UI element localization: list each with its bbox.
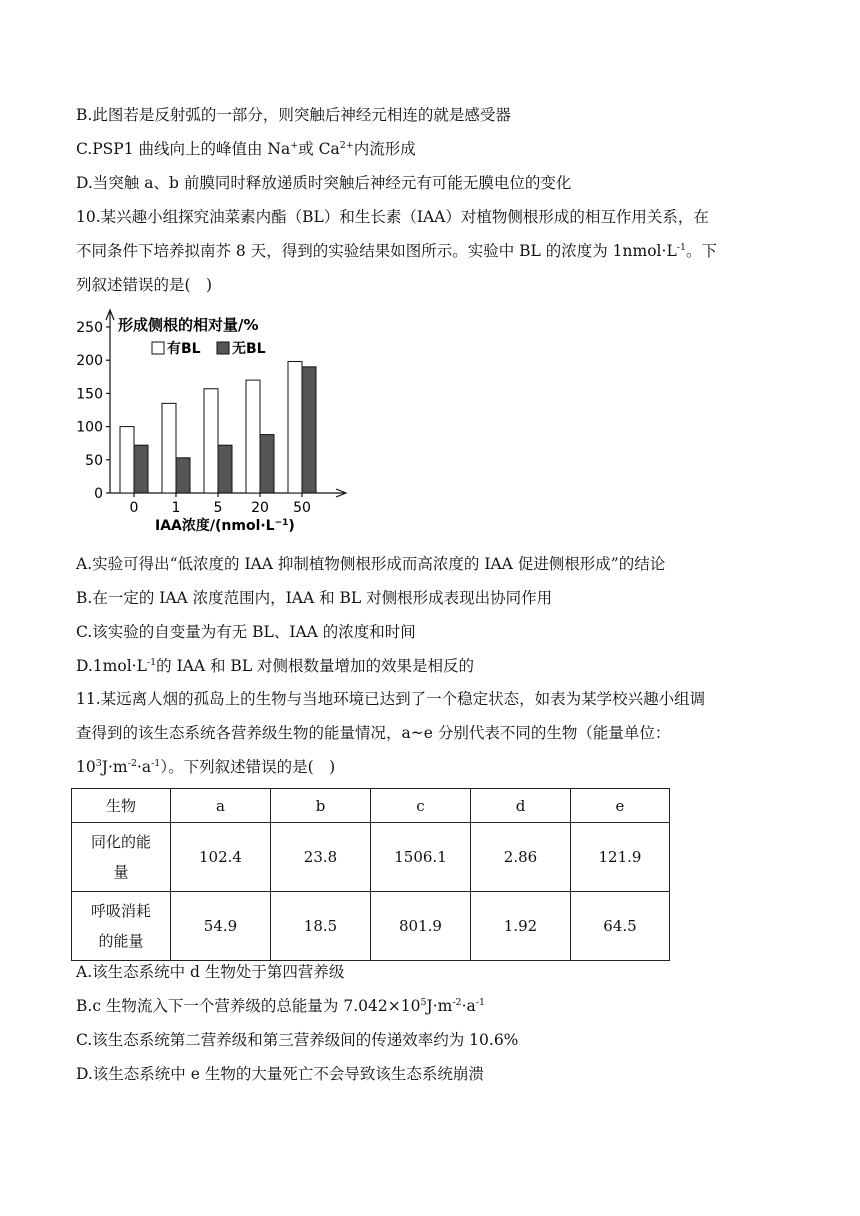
table-header-cell: e bbox=[571, 789, 670, 823]
q11-stem-line2: 查得到的该生态系统各营养级生物的能量情况，a~e 分别代表不同的生物（能量单位： bbox=[76, 724, 671, 742]
bar-without-bl bbox=[176, 458, 190, 493]
table-cell: 1.92 bbox=[471, 892, 571, 961]
bar-without-bl bbox=[302, 367, 316, 493]
q11-stem-line3: $10^3J\cdot m^{-2}\cdot a^{-1}$）。下列叙述错误的是( ) bbox=[76, 758, 336, 776]
chart-y-axis-label: 形成侧根的相对量/% bbox=[118, 316, 259, 334]
x-tick-label: 0 bbox=[129, 500, 139, 516]
table-header-cell: c bbox=[371, 789, 471, 823]
table-cell: 121.9 bbox=[571, 823, 670, 892]
y-tick-label: 150 bbox=[76, 386, 103, 403]
table-row bbox=[72, 892, 670, 961]
q10-option-b: B.在一定的 IAA 浓度范围内，IAA 和 BL 对侧根形成表现出协同作用 bbox=[76, 589, 553, 607]
row-label-respiration-energy: 呼吸消耗 的能量 bbox=[72, 892, 171, 961]
option-d-q9: D.当突触 a、b 前膜同时释放递质时突触后神经元有可能无膜电位的变化 bbox=[76, 174, 572, 192]
row-label-assimilated-energy: 同化的能 量 bbox=[72, 823, 171, 892]
table-row bbox=[72, 823, 670, 892]
x-tick-label: 5 bbox=[213, 500, 223, 516]
y-tick-label: 200 bbox=[76, 353, 103, 370]
table-cell: 18.5 bbox=[271, 892, 371, 961]
table-header-cell: b bbox=[271, 789, 371, 823]
q10-stem-line2: 不同条件下培养拟南芥 8 天，得到的实验结果如图所示。实验中 BL 的浓度为 $1nmol\cdot L^{-1}$。下 bbox=[76, 242, 718, 260]
energy-table bbox=[71, 788, 670, 961]
table-cell: 64.5 bbox=[571, 892, 670, 961]
option-b-q9: B.此图若是反射弧的一部分，则突触后神经元相连的就是感受器 bbox=[76, 106, 511, 124]
table-cell: 801.9 bbox=[371, 892, 471, 961]
table-cell: 23.8 bbox=[271, 823, 371, 892]
q10-option-c: C.该实验的自变量为有无 BL、IAA 的浓度和时间 bbox=[76, 623, 416, 641]
q10-option-d: $D.1mol\cdot L^{-1}$的 IAA 和 BL 对侧根数量增加的效果是相反的 bbox=[76, 657, 475, 675]
legend-swatch-without-bl bbox=[217, 342, 229, 354]
bar-without-bl bbox=[134, 445, 148, 493]
q11-option-a: A.该生态系统中 d 生物处于第四营养级 bbox=[76, 963, 345, 981]
q11-option-c: C.该生态系统第二营养级和第三营养级间的传递效率约为 10.6% bbox=[76, 1031, 519, 1049]
legend-swatch-with-bl bbox=[152, 342, 164, 354]
iaa-bl-bar-chart bbox=[70, 308, 360, 540]
table-header-row bbox=[72, 789, 670, 823]
table-header-cell: d bbox=[471, 789, 571, 823]
table-cell: 102.4 bbox=[171, 823, 271, 892]
bar-with-bl bbox=[204, 389, 218, 493]
bar-with-bl bbox=[246, 380, 260, 493]
y-tick-label: 100 bbox=[76, 419, 103, 436]
y-tick-label: 250 bbox=[76, 320, 103, 336]
x-tick-label: 1 bbox=[171, 500, 181, 516]
bar-with-bl bbox=[288, 362, 302, 493]
q10-stem-line3: 列叙述错误的是( ) bbox=[76, 276, 213, 294]
option-c-q9: C.PSP1 曲线向上的峰值由 Na+或 $Ca^{2+}$内流形成 bbox=[76, 140, 416, 158]
q11-option-d: D.该生态系统中 e 生物的大量死亡不会导致该生态系统崩溃 bbox=[76, 1065, 484, 1083]
table-cell: 54.9 bbox=[171, 892, 271, 961]
q10-option-a: A.实验可得出“低浓度的 IAA 抑制植物侧根形成而高浓度的 IAA 促进侧根形成”的结论 bbox=[76, 555, 666, 573]
x-tick-label: 20 bbox=[251, 500, 269, 516]
bar-with-bl bbox=[162, 403, 176, 493]
legend-label-with-bl: 有BL bbox=[167, 341, 201, 357]
bar-with-bl bbox=[120, 427, 134, 493]
table-cell: 1506.1 bbox=[371, 823, 471, 892]
table-header-cell: a bbox=[171, 789, 271, 823]
chart-x-axis-label: IAA浓度$/(nmol\cdot L^{-1})$ bbox=[155, 518, 295, 534]
bar-without-bl bbox=[260, 435, 274, 493]
q10-stem-line1: 10.某兴趣小组探究油菜素内酯（BL）和生长素（IAA）对植物侧根形成的相互作用关系，在 bbox=[76, 208, 709, 226]
y-tick-label: 50 bbox=[85, 452, 103, 469]
chart-bars bbox=[120, 362, 316, 493]
table-header-cell: 生物 bbox=[72, 789, 171, 823]
x-tick-label: 50 bbox=[293, 500, 311, 516]
legend-label-without-bl: 无BL bbox=[232, 341, 266, 357]
q11-option-b: B.c 生物流入下一个营养级的总能量为 $7.042\times 10^5J\cdot m^{-2}\cdot a^{-1}$ bbox=[76, 997, 486, 1015]
y-tick-label: 0 bbox=[94, 486, 103, 502]
table-cell: 2.86 bbox=[471, 823, 571, 892]
chart-legend bbox=[152, 340, 266, 357]
q11-stem-line1: 11.某远离人烟的孤岛上的生物与当地环境已达到了一个稳定状态，如表为某学校兴趣小组调 bbox=[76, 690, 706, 708]
bar-without-bl bbox=[218, 445, 232, 493]
